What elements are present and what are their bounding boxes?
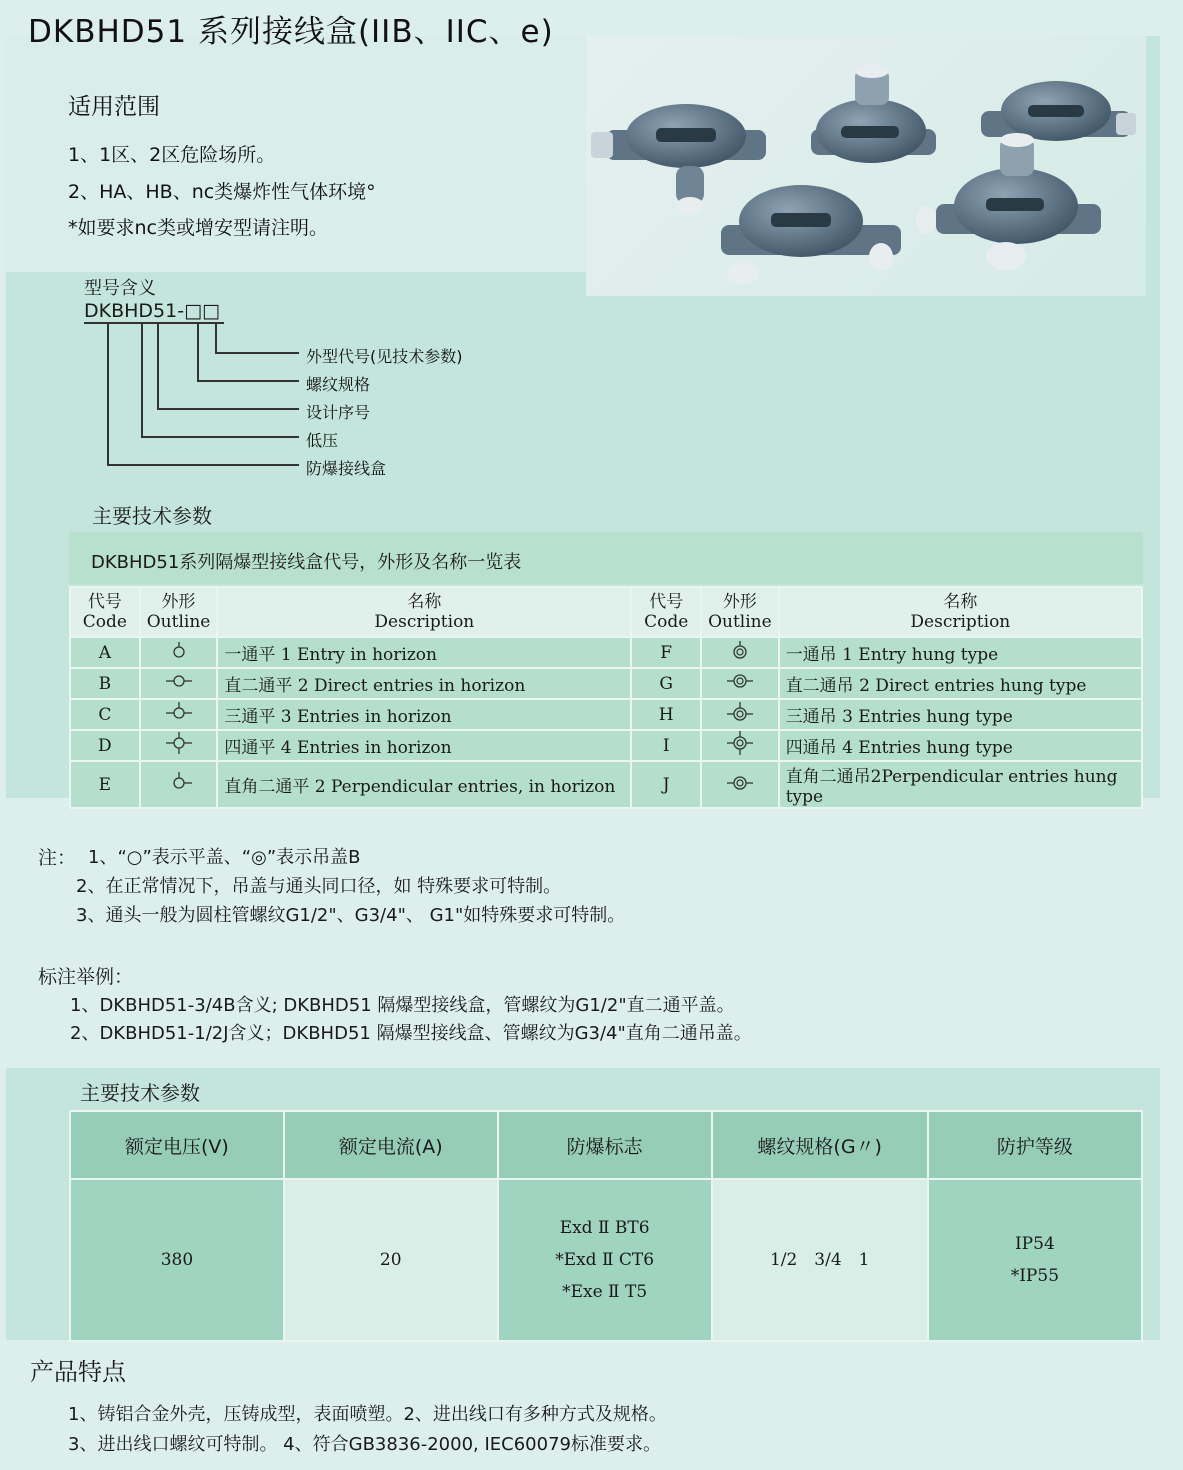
header-code-right [631,587,701,637]
model-label-outline: 外型代号(见技术参数) [306,347,463,366]
outline-1-entry-flat-icon [140,637,218,668]
params-table [69,1110,1143,1342]
header-desc-en-right: Description [910,612,1011,632]
note-line-2: 2、在正常情况下，吊盖与通头同口径，如 特殊要求可特制。 [76,876,562,897]
outline-2-direct-flat-icon [140,668,218,699]
code-cell: G [631,668,701,699]
desc-cell: 一通吊 1 Entry hung type [779,637,1142,668]
outline-1-entry-hung-icon [701,637,779,668]
desc-cell: 四通平 4 Entries in horizon [217,730,631,761]
exmark-values [498,1179,712,1341]
params-value-row [70,1179,1142,1341]
exmark-2: *Exd Ⅱ CT6 [555,1250,655,1270]
model-label-design: 设计序号 [306,403,371,422]
product-photo [586,36,1146,296]
example-line-2: 2、DKBHD51-1/2J含义；DKBHD51 隔爆型接线盒、管螺纹为G3/4"直角二通吊盖。 [70,1023,752,1044]
code-cell: I [631,730,701,761]
params-header-row [70,1111,1142,1179]
outline-3-entries-flat-icon [140,699,218,730]
outline-4-entries-hung-icon [701,730,779,761]
desc-cell: 直二通平 2 Direct entries in horizon [217,668,631,699]
header-protection: 防护等级 [928,1111,1142,1179]
code-cell: J [631,761,701,808]
scope-line-1: 1、1区、2区危险场所。 [68,144,276,166]
header-thread: 螺纹规格(G〃) [712,1111,928,1179]
header-outline-cn: 外形 [161,592,196,612]
desc-cell: 一通平 1 Entry in horizon [217,637,631,668]
outline-3-entries-hung-icon [701,699,779,730]
header-outline-right [701,587,779,637]
header-outline [140,587,218,637]
header-current: 额定电流(A) [284,1111,498,1179]
scope-line-2: 2、HA、HB、nc类爆炸性气体环境° [68,181,376,203]
features-heading: 产品特点 [30,1358,126,1386]
header-desc-cn: 名称 [407,592,442,612]
feature-line-2: 3、进出线口螺纹可特制。 4、符合GB3836-2000, IEC60079标准要求。 [68,1434,661,1455]
header-voltage: 额定电压(V) [70,1111,284,1179]
page-title: DKBHD51 系列接线盒(IIB、IIC、e) [28,14,554,50]
header-outline-en: Outline [146,612,211,632]
note-line-3: 3、通头一般为圆柱管螺纹G1/2"、G3/4"、 G1"如特殊要求可特制。 [76,905,626,926]
header-code-en: Code [82,612,127,632]
desc-cell: 四通吊 4 Entries hung type [779,730,1142,761]
code-cell: F [631,637,701,668]
scope-heading: 适用范围 [68,94,160,120]
outline-table [69,586,1143,809]
desc-cell: 直角二通吊2Perpendicular entries hung type [779,761,1142,808]
code-cell: H [631,699,701,730]
desc-cell: 直角二通平 2 Perpendicular entries, in horizon [217,761,631,808]
header-outline-cn-right: 外形 [722,592,757,612]
header-desc-cn-right: 名称 [943,592,978,612]
model-code: DKBHD51-□□ [84,300,220,322]
params-heading: 主要技术参数 [80,1081,200,1105]
header-desc-en: Description [374,612,475,632]
table1-caption-band [69,532,1143,584]
code-cell: E [70,761,140,808]
table-row [70,668,1142,699]
exmark-1: Exd Ⅱ BT6 [559,1218,650,1238]
code-cell: C [70,699,140,730]
notes-label: 注： [38,847,77,869]
header-code-en-right: Code [644,612,689,632]
header-code-cn: 代号 [87,592,122,612]
exmark-3: *Exe Ⅱ T5 [562,1282,648,1302]
code-cell: D [70,730,140,761]
voltage-value: 380 [70,1179,284,1341]
model-label-box: 防爆接线盒 [306,459,387,478]
scope-line-3: *如要求nc类或增安型请注明。 [68,217,328,239]
outline-2-direct-hung-icon [701,668,779,699]
thread-value: 1/2 3/4 1 [712,1179,928,1341]
desc-cell: 三通平 3 Entries in horizon [217,699,631,730]
desc-cell: 三通吊 3 Entries hung type [779,699,1142,730]
header-code-cn-right: 代号 [649,592,684,612]
header-outline-en-right: Outline [708,612,772,632]
protection-2: *IP55 [1010,1266,1060,1286]
outline-2-perpendicular-hung-icon [701,761,779,808]
table-row [70,761,1142,808]
current-value: 20 [284,1179,498,1341]
header-desc [217,587,631,637]
header-code [70,587,140,637]
header-desc-right [779,587,1142,637]
model-label-thread: 螺纹规格 [306,375,371,394]
outline-4-entries-flat-icon [140,730,218,761]
table-row [70,637,1142,668]
table-row [70,699,1142,730]
code-cell: B [70,668,140,699]
model-heading: 型号含义 [84,278,156,299]
protection-1: IP54 [1014,1234,1055,1254]
table-header-row [70,587,1142,637]
feature-line-1: 1、铸铝合金外壳，压铸成型，表面喷塑。2、进出线口有多种方式及规格。 [68,1404,667,1425]
header-exmark: 防爆标志 [498,1111,712,1179]
example-line-1: 1、DKBHD51-3/4B含义; DKBHD51 隔爆型接线盒，管螺纹为G1/2"直二通平盖。 [70,995,735,1016]
protection-values [928,1179,1142,1341]
table1-caption: DKBHD51系列隔爆型接线盒代号，外形及名称一览表 [91,552,522,573]
outline-2-perpendicular-flat-icon [140,761,218,808]
note-line-1: 1、“○”表示平盖、“◎”表示吊盖B [88,847,361,868]
code-cell: A [70,637,140,668]
model-label-lowvoltage: 低压 [306,431,339,450]
desc-cell: 直二通吊 2 Direct entries hung type [779,668,1142,699]
example-heading: 标注举例： [38,966,134,988]
tech-heading: 主要技术参数 [92,504,212,528]
table-row [70,730,1142,761]
junction-box-illustration [586,36,1146,296]
